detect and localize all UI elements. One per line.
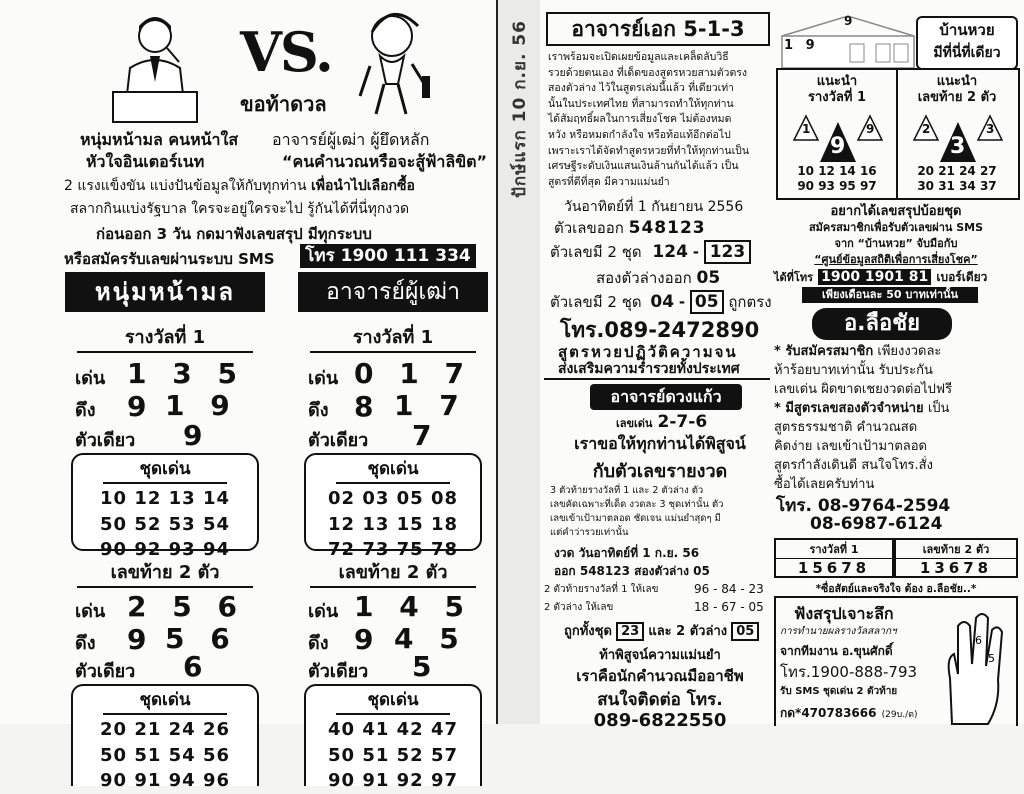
ek-body-line: เศรษฐีระดับเงินแสนเงินล้านกันได้แล้ว เป็น <box>548 160 739 173</box>
duang-body-line: เลขคัดเฉพาะที่เด็ด งวดละ 3 ชุดเท่านั้น ตัว <box>550 499 724 510</box>
fang-sub: การทำนายผลรางวัลสลากฯ <box>780 626 897 637</box>
luechai-prize1-number: 15678 <box>797 559 871 577</box>
tri2-main: 3 <box>950 134 966 159</box>
duang-body-line: แต่คำว่ารวยเท่านั้น <box>550 527 629 538</box>
luechai-last2-label: เลขท้าย 2 ตัว <box>896 540 1016 559</box>
luechai-body <box>774 342 1020 494</box>
col2-set-row: 02 03 05 08 <box>328 488 458 509</box>
col1-set2-row: 50 51 54 56 <box>100 745 230 766</box>
tri1-right: 9 <box>866 122 875 136</box>
col1-last2-sub-digits: 5 6 <box>165 622 238 655</box>
duang-hit-b: 05 <box>731 622 759 641</box>
right-page <box>540 0 1024 731</box>
col1-single-row <box>65 419 265 452</box>
vs-subtitle: ขอท้าดวล <box>240 92 327 116</box>
col2-set2-box <box>304 684 482 791</box>
column-young <box>65 272 265 791</box>
duang-pro: เราคือนักคำนวณมืออาชีพ <box>576 667 744 685</box>
col1-single-digit: 9 <box>183 419 211 452</box>
col1-sub-label: ดึง <box>75 400 96 421</box>
baan-want: อยากได้เลขสรุปบ้อยชุด <box>830 204 962 219</box>
baan-sub-3: “ศูนย์ข้อมูลสถิติเพื่อการเสี่ยงโชค” <box>814 253 978 266</box>
col2-set2-row: 90 91 92 97 <box>328 770 458 791</box>
luechai-p2-head: * มีสูตรเลขสองตัวจำหน่าย <box>774 401 924 416</box>
col2-single-label: ตัวเดียว <box>308 430 369 451</box>
col2-last2-lead-digits: 1 4 5 9 <box>354 590 472 656</box>
col2-sub-digits: 1 7 <box>394 389 467 422</box>
duang-title: อาจารย์ดวงแก้ว <box>590 384 742 410</box>
baan-title-2: มีที่นี่ที่เดียว <box>933 45 1001 61</box>
baan-call-note: เบอร์เดียว <box>936 270 988 284</box>
col2-last2-sub-digits: 4 5 <box>394 622 467 655</box>
luechai-prize1-label: รางวัลที่ 1 <box>776 540 892 559</box>
rec2-sub: เลขท้าย 2 ตัว <box>917 90 997 105</box>
duang-contact: สนใจติดต่อ โทร. <box>597 690 723 710</box>
col2-set2-title: ชุดเด่น <box>336 686 450 715</box>
rec1-title-text: แนะนำ <box>816 74 858 89</box>
luechai-last2-box <box>894 538 1018 578</box>
baan-call-number: 1900 1901 81 <box>818 269 931 285</box>
duang-lead-label: เลขเด่น <box>616 417 653 430</box>
col1-last2-title: เลขท้าย 2 ตัว <box>77 557 253 588</box>
fang-title: ฟังสรุปเจาะลึก <box>794 604 894 623</box>
col2-set-row: 12 13 15 18 <box>328 514 458 535</box>
column-young-header: หนุ่มหน้ามล <box>65 272 265 312</box>
divider <box>544 378 770 380</box>
col1-last2-lead-label: เด่น <box>75 601 106 622</box>
duang-line-2 <box>544 600 770 615</box>
luechai-motto: *ซื่อสัตย์และจริงใจ ต้อง อ.ลือชัย..* <box>815 583 977 595</box>
col1-lead-digits: 1 3 5 9 <box>127 357 245 423</box>
baan-title-box <box>916 16 1018 70</box>
ek-drawn-number: 548123 <box>628 218 706 238</box>
col2-single-digit: 7 <box>412 419 440 452</box>
intro-text-1: 2 แรงแข็งขัน แบ่งปันข้อมูลให้กับทุกท่าน <box>64 178 307 194</box>
col1-set2-title: ชุดเด่น <box>103 686 227 715</box>
tri1-main: 9 <box>830 134 846 159</box>
luechai-p1-head: * รับสมัครสมาชิก <box>774 344 874 359</box>
rec1-grid <box>778 164 896 194</box>
duang-body-line: 3 ตัวท้ายรางวัลที่ 1 และ 2 ตัวล่าง ตัว <box>550 485 704 496</box>
ek-set1-label: ตัวเลขมี 2 ชุด <box>550 243 642 261</box>
col2-last2-sub-label: ดึง <box>308 633 329 654</box>
rec2-grid <box>898 164 1016 194</box>
col1-last2-single-digit: 6 <box>183 650 211 683</box>
ek-set2-b: 05 <box>690 290 724 314</box>
phone-bar: โทร 1900 111 334 <box>300 244 476 268</box>
col2-lead-digits: 0 1 7 8 <box>354 357 472 423</box>
ek-set2-label: ตัวเลขมี 2 ชุด <box>550 293 642 311</box>
duang-hit-a: 23 <box>616 622 644 641</box>
ek-body <box>548 50 766 190</box>
duang-prove: ท้าพิสูจน์ความแม่นยำ <box>599 648 721 663</box>
duang-body <box>550 484 772 540</box>
ek-low-row <box>596 266 720 290</box>
duang-line1-numbers: 96 - 84 - 23 <box>694 582 764 596</box>
col2-sub-label: ดึง <box>308 400 329 421</box>
col2-last2-single-digit: 5 <box>412 650 440 683</box>
column-old <box>298 272 488 791</box>
col1-prize1-title: รางวัลที่ 1 <box>77 322 253 353</box>
luechai-p2-b: เป็น <box>927 401 950 416</box>
col1-single-label: ตัวเดียว <box>75 430 136 451</box>
ek-body-line: สองตัวล่าง ไว้ในสูตรเล่มนี้แล้ว ที่เดียวเท่า <box>548 82 735 95</box>
ek-title-box <box>546 12 770 46</box>
luechai-phone-2: 08-6987-6124 <box>810 514 943 534</box>
ek-drawn-label: ตัวเลขออก <box>554 219 624 237</box>
col1-last2-sub-label: ดึง <box>75 633 96 654</box>
col1-last2-single-row <box>65 650 265 683</box>
ek-set1-row: ตัวเลขมี 2 ชุด 124 - 123 <box>550 240 751 264</box>
luechai-prize1-box <box>774 538 894 578</box>
ek-phone: โทร.089-2472890 <box>560 318 760 342</box>
house-left-digits: 1 9 <box>784 38 819 53</box>
col1-set-row: 10 12 13 14 <box>100 488 230 509</box>
intro-line-2: สลากกินแบ่งรัฐบาล ใครจะอยู่ใครจะไป รู้กันได้ที่นี่ทุกงวด <box>70 201 410 217</box>
fang-by: จากทีมงาน อ.ขุนศักดิ์ <box>780 644 893 658</box>
intro-line-1 <box>64 175 415 197</box>
baan-price: เพียงเดือนละ 50 บาทเท่านั้น <box>802 287 978 303</box>
rec2-grid-row: 30 31 34 37 <box>917 179 997 193</box>
luechai-p2-d: คิดง่าย เลขเข้าเป้ามาตลอด <box>774 439 927 454</box>
ek-body-line: หวัง หรือหมดกำลังใจ หรือท้อแท้อีกต่อไป <box>548 128 731 141</box>
fang-code-row <box>780 702 918 723</box>
luechai-p1-c: ห้าร้อยบาทเท่านั้น รับประกัน <box>774 363 933 378</box>
luechai-title: อ.ลือชัย <box>812 308 952 340</box>
col2-last2-lead-label: เด่น <box>308 601 339 622</box>
luechai-p2-c: สูตรธรรมชาติ คำนวณสด <box>774 420 918 435</box>
fang-sms: รับ SMS ชุดเด่น 2 ตัวท้าย <box>780 686 898 697</box>
duang-drawn: ออก 548123 สองตัวล่าง 05 <box>554 564 710 578</box>
baan-sub-1: สมัครสมาชิกเพื่อรับตัวเลขผ่าน SMS <box>808 221 984 234</box>
ek-drawn-row <box>554 216 706 240</box>
duang-line2-numbers: 18 - 67 - 05 <box>694 600 764 614</box>
rec2-grid-row: 20 21 24 27 <box>917 164 997 178</box>
col2-set-box <box>304 453 482 560</box>
ek-body-line: นั้นในประเทศไทย ที่สามารถทำให้ทุกท่าน <box>548 97 734 110</box>
ek-title: อาจารย์เอก 5-1-3 <box>571 17 745 41</box>
col1-set-box <box>71 453 259 560</box>
luechai-phone-1: โทร. 08-9764-2594 <box>776 496 951 516</box>
rec2-title-text: แนะนำ <box>936 74 978 89</box>
ek-body-line: ได้สัมฤทธิ์ผลในการเสี่ยงโชค ไม่ต้องหมด <box>548 113 732 126</box>
svg-text:5: 5 <box>988 652 995 665</box>
duang-contact-number: 089-6822550 <box>593 710 727 731</box>
col1-last2-single-label: ตัวเดียว <box>75 661 136 682</box>
svg-text:6: 6 <box>975 634 982 647</box>
col2-last2-single-label: ตัวเดียว <box>308 661 369 682</box>
col1-last2-lead-digits: 2 5 6 9 <box>127 590 245 656</box>
rec1-grid-row: 90 93 95 97 <box>797 179 877 193</box>
baan-rec-box <box>776 68 1020 200</box>
ek-body-line: สูตรที่ดีที่สุด มีความแม่นยำ <box>548 175 670 188</box>
duang-hit-and: และ 2 ตัวล่าง <box>648 624 728 639</box>
ek-set1-a: 124 <box>652 242 688 262</box>
fang-box <box>774 596 1018 726</box>
left-page <box>0 0 496 791</box>
duang-line2-label: 2 ตัวล่าง ให้เลข <box>544 602 614 613</box>
luechai-p2-f: ซื้อได้เลยครับท่าน <box>774 477 875 492</box>
rec1-grid-row: 10 12 14 16 <box>797 164 877 178</box>
duang-draw-date: งวด วันอาทิตย์ที่ 1 ก.ย. 56 <box>554 546 700 560</box>
col2-set2-row: 40 41 42 47 <box>328 719 458 740</box>
sms-label: หรือสมัครรับเลขผ่านระบบ SMS <box>64 250 275 268</box>
ek-set2-row: ตัวเลขมี 2 ชุด 04 - 05 ถูกตรง <box>550 292 772 312</box>
fang-price: (29บ./ต) <box>881 710 918 720</box>
column-old-header: อาจารย์ผู้เฒ่า <box>298 272 488 312</box>
young-man-illustration <box>105 12 205 124</box>
tri2-right: 3 <box>986 122 995 136</box>
ek-body-line: รวยด้วยตนเอง ที่เด็ดของสูตรหวยสามตัวตรง <box>548 66 748 79</box>
duang-lead-row <box>616 412 707 432</box>
ek-low-number: 05 <box>696 268 721 288</box>
ek-set1-b: 123 <box>704 240 752 264</box>
ek-date: วันอาทิตย์ที่ 1 กันยายน 2556 <box>564 199 744 215</box>
ek-slogan-2: ส่งเสริมความร่ำรวยทั้งประเทศ <box>558 361 740 377</box>
issue-date: ปักษ์แรก 10 ก.ย. 56 <box>510 20 530 198</box>
tri1-left: 1 <box>802 122 811 136</box>
col1-set-title: ชุดเด่น <box>103 455 227 484</box>
col1-set2-box <box>71 684 259 791</box>
hand-icon <box>942 608 1012 726</box>
duang-head-1: เราขอให้ทุกท่านได้พิสูจน์ <box>574 434 746 453</box>
ek-slogan-1: สูตรหวยปฏิวัติความจน <box>558 343 738 361</box>
vs-title: VS. <box>240 20 332 84</box>
col2-prize1-title: รางวัลที่ 1 <box>310 322 476 353</box>
luechai-p2-e: สูตรกำลังเดินดี สนใจโทร.สั่ง <box>774 458 933 473</box>
col1-set2-row: 90 91 94 96 <box>100 770 230 791</box>
duang-head-2: กับตัวเลขรายงวด <box>592 461 728 482</box>
col2-last2-single-row <box>298 650 488 683</box>
intro-line-3: ก่อนออก 3 วัน กดมาฟังเลขสรุป มีทุกระบบ <box>96 225 372 243</box>
ek-body-line: เราพร้อมจะเปิดเผยข้อมูลและเคล็ดลับวิธี <box>548 51 729 63</box>
col1-sub-digits: 1 9 <box>165 389 238 422</box>
col1-lead-label: เด่น <box>75 368 106 389</box>
fang-code: กด*470783666 <box>780 706 877 720</box>
ek-set2-note: ถูกตรง <box>728 293 772 311</box>
rec1-title <box>778 74 896 106</box>
col2-single-row <box>298 419 488 452</box>
duang-line1-label: 2 ตัวท้ายรางวัลที่ 1 ให้เลข <box>544 584 659 595</box>
baan-title-1: บ้านหวย <box>939 21 995 39</box>
young-desc: หัวใจอินเตอร์เนท <box>86 152 205 171</box>
rec2-title <box>898 74 1016 106</box>
luechai-last2-number: 13678 <box>919 559 993 577</box>
baan-call-row <box>774 266 987 287</box>
rec1-sub: รางวัลที่ 1 <box>807 90 867 105</box>
page-gutter <box>496 0 543 724</box>
col1-set2-row: 20 21 24 26 <box>100 719 230 740</box>
baan-sub-2: จาก “บ้านหวย” จับมือกับ <box>834 237 958 250</box>
duang-hit-label: ถูกทั้งชุด <box>564 624 612 639</box>
col2-last2-title: เลขท้าย 2 ตัว <box>310 557 476 588</box>
young-name: หนุ่มหน้ามล คนหน้าใส <box>80 130 239 149</box>
col2-lead-label: เด่น <box>308 368 339 389</box>
ek-body-line: เพราะเราได้จัดทำสูตรหวยที่ทำให้ทุกท่านเป็น <box>548 144 750 157</box>
ek-low-label: สองตัวล่างออก <box>596 269 692 287</box>
house-number: 9 <box>844 14 853 28</box>
baan-call-label: ได้ที่โทร <box>774 271 813 284</box>
old-desc: “คนคำนวณหรือจะสู้ฟ้าลิขิต” <box>282 152 488 171</box>
ek-set2-a: 04 <box>650 292 675 312</box>
intro-text-1b: เพื่อนำไปเลือกซื้อ <box>311 178 415 194</box>
luechai-p1-d: เลขเด่น ผิดขาดเชยงวดต่อไปฟรี <box>774 382 953 397</box>
col2-set-row: 72 73 75 78 <box>328 539 458 560</box>
col1-set-row: 90 92 93 94 <box>100 539 230 560</box>
fang-phone: โทร.1900-888-793 <box>780 663 918 681</box>
duang-hit-row <box>564 620 759 641</box>
old-man-illustration <box>340 6 440 118</box>
duang-body-line: เลขเข้าเป้ามาตลอด ชัดเจน แม่นยำสุดๆ มี <box>550 513 721 524</box>
col2-set2-row: 50 51 52 57 <box>328 745 458 766</box>
luechai-p1-b: เพียงงวดละ <box>877 344 942 359</box>
duang-lead-number: 2-7-6 <box>657 412 708 432</box>
duang-line-1 <box>544 582 770 597</box>
old-name: อาจารย์ผู้เฒ่า ผู้ยึดหลัก <box>272 130 430 149</box>
col2-set-title: ชุดเด่น <box>336 455 450 484</box>
tri2-left: 2 <box>922 122 931 136</box>
col1-set-row: 50 52 53 54 <box>100 514 230 535</box>
